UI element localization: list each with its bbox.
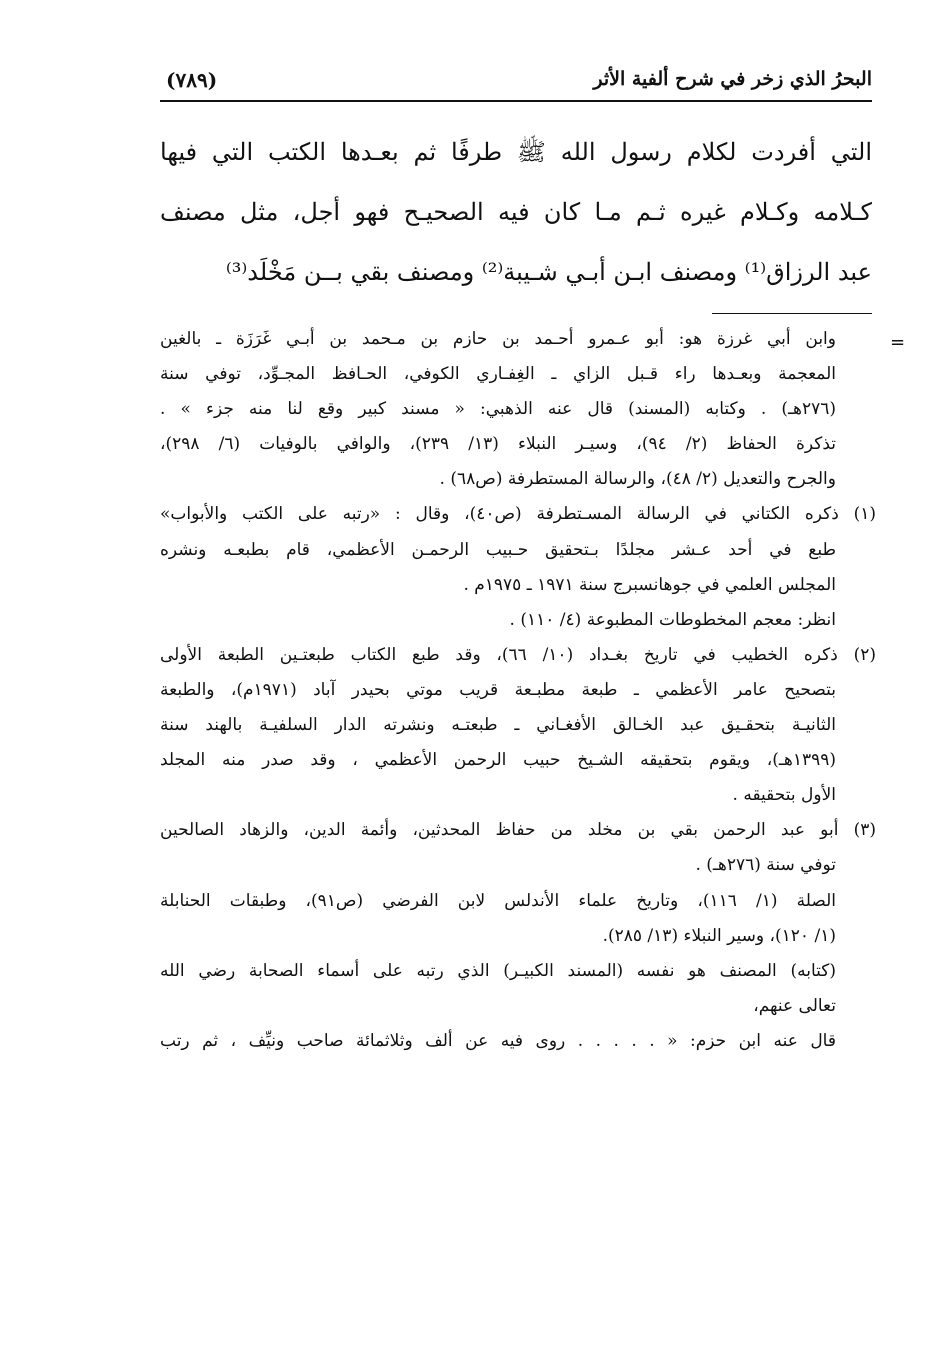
footnote-line: وابن أبي غرزة هو: أبو عـمرو أحـمد بن حازم بن مـحمد بن أبـي غَرَزَة ـ بالغين — [160, 329, 836, 349]
footnote-line: تذكرة الحفاظ (٢/ ٩٤)، وسيـر النبلاء (١٣/ ٢٣٩)، والوافي بالوفيات (٦/ ٢٩٨)، — [160, 434, 836, 455]
footnote-line: (٣) أبو عبد الرحمن بقي بن مخلد من حفاظ المحدثين، وأئمة الدين، والزهاد الصالحين — [160, 820, 876, 841]
continuation-mark: = — [890, 332, 906, 353]
footnote-line: الثانيـة بتحقـيق عبد الخـالق الأفغـاني ـ طبعتـه ونشرته الدار السلفيـة بالهند سنة — [160, 715, 836, 736]
footnote-line: انظر: معجم المخطوطات المطبوعة (٤/ ١١٠) . — [509, 609, 836, 630]
footnote-line: (١/ ١٢٠)، وسير النبلاء (١٣/ ٢٨٥). — [602, 925, 836, 946]
footnote-line: طبع في أحد عـشر مجلدًا بـتحقيق حـبيب الرحمـن الأعظمي، قام بطبعـه ونشره — [160, 539, 836, 560]
main-text-line: التي أفردت لكلام رسول الله ﷺ طرفًا ثم بعـدها الكتب التي فيها — [160, 138, 872, 166]
page-number: (٧٨٩) — [166, 68, 218, 92]
main-text-line: كـلامه وكـلام غيره ثـم مـا كان فيه الصحيـح فهو أجل، مثل مصنف — [160, 198, 872, 226]
footnote-line: قال عنه ابن حزم: « . . . . . روى فيه عن ألف وثلاثمائة صاحب ونيِّف ، ثم رتب — [160, 1030, 836, 1051]
footnote-line: المجلس العلمي في جوهانسبرج سنة ١٩٧١ ـ ١٩٧٥م . — [463, 574, 836, 595]
footnote-line: الصلة (١/ ١١٦)، وتاريخ علماء الأندلس لابن الفرضي (ص٩١)، وطبقات الحنابلة — [160, 890, 836, 911]
main-text-line: عبد الرزاق⁽¹⁾ ومصنف ابـن أبـي شـيبة⁽²⁾ ومصنف بقي بــن مَخْلَد⁽³⁾ — [225, 258, 872, 286]
page-header — [160, 64, 872, 102]
footnote-line: تعالى عنهم، — [753, 995, 836, 1016]
footnote-line: بتصحيح عامر الأعظمي ـ طبعة مطبـعة قريب موتي بحيدر آباد (١٩٧١م)، والطبعة — [160, 679, 836, 700]
footnote-line: (١) ذكره الكتاني في الرسالة المسـتطرفة (ص٤٠)، وقال : «رتبه على الكتب والأبواب» — [160, 504, 876, 525]
running-title: البحرُ الذي زخر في شرح ألفية الأثر — [593, 68, 872, 90]
footnotes — [160, 322, 876, 1059]
footnote-line: والجرح والتعديل (٢/ ٤٨)، والرسالة المستطرفة (ص٦٨) . — [439, 469, 836, 490]
footnote-separator — [712, 313, 872, 314]
footnote-line: (كتابه) المصنف هو نفسه (المسند الكبيـر) الذي رتبه على أسماء الصحابة رضي الله — [160, 960, 836, 981]
header-rule — [160, 100, 872, 102]
footnote-line: توفي سنة (٢٧٦هـ) . — [695, 855, 836, 876]
footnote-line: الأول بتحقيقه . — [732, 785, 836, 806]
main-text — [160, 122, 872, 302]
footnote-line: (٢) ذكره الخطيب في تاريخ بغـداد (١٠/ ٦٦)، وقد طبع الكتاب طبعتـين الطبعة الأولى — [160, 644, 876, 665]
footnote-line: المعجمة وبعـدها راء قـبل الزاي ـ الغِفـاري الكوفي، الحـافظ المجـوِّد، توفي سنة — [160, 364, 836, 385]
footnote-line: (٢٧٦هـ) . وكتابه (المسند) قال عنه الذهبي: « مسند كبير وقع لنا منه جزء » . — [160, 399, 836, 420]
footnote-line: (١٣٩٩هـ)، ويقوم بتحقيقه الشـيخ حبيب الرحمن الأعظمي ، وقد صدر منه المجلد — [160, 750, 836, 771]
